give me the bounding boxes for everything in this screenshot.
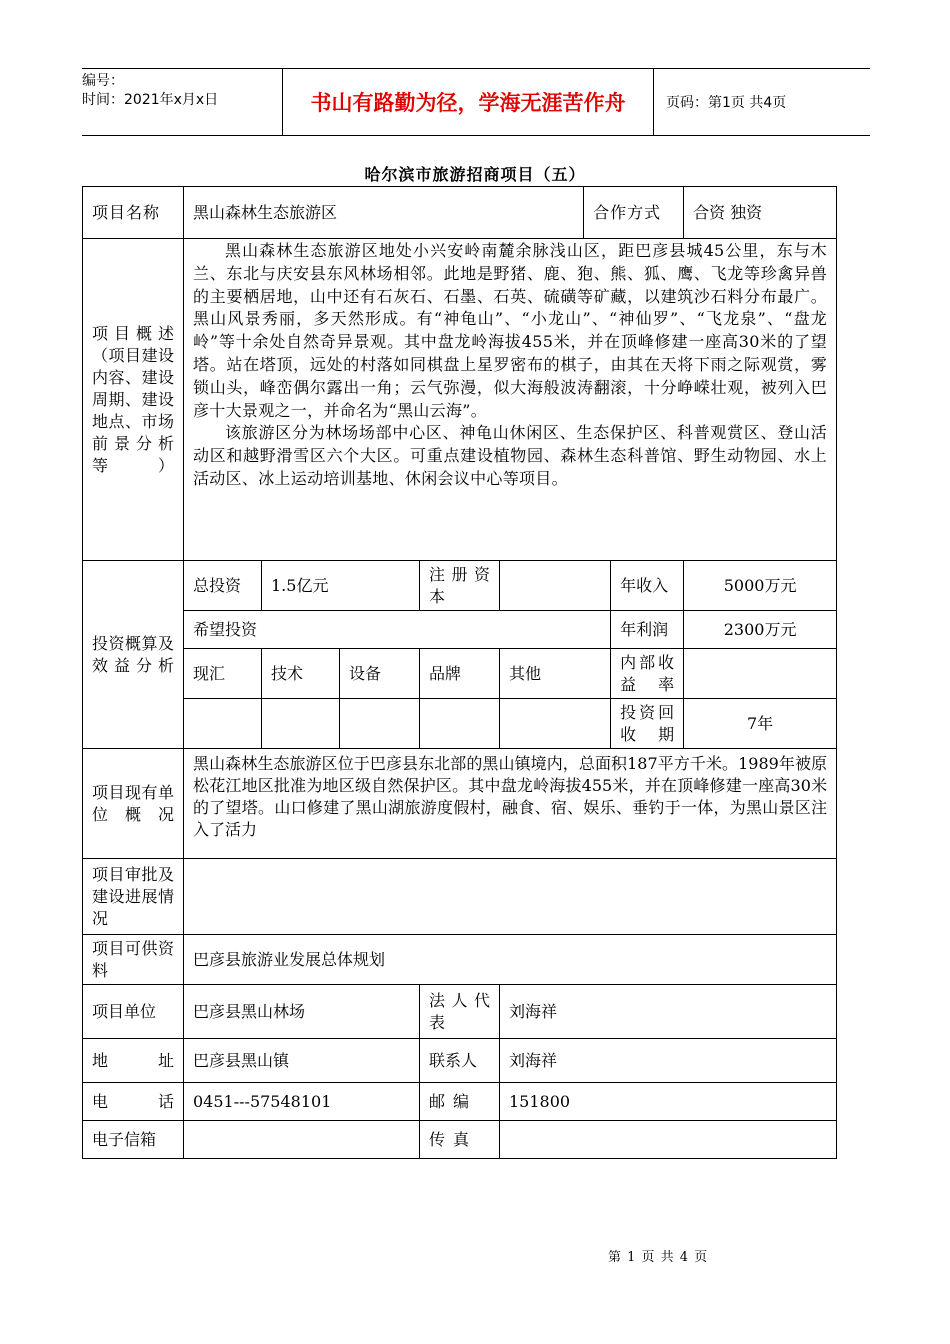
coop-value: 合资 独资 — [684, 187, 837, 239]
row-approval — [83, 859, 837, 935]
project-name-label: 项目名称 — [83, 187, 184, 239]
irr-value — [684, 649, 837, 699]
other-label: 其他 — [500, 649, 611, 699]
row-invest-1 — [83, 561, 837, 611]
row-invest-2 — [83, 611, 837, 649]
legal-rep-label: 法人代表 — [420, 985, 500, 1039]
header-time: 时间：2021年x月x日 — [82, 92, 219, 108]
unit-label: 项目单位 — [83, 985, 184, 1039]
reg-capital-value — [500, 561, 611, 611]
page-footer: 第 1 页 共 4 页 — [608, 1250, 709, 1265]
header-meta — [82, 69, 282, 135]
email-value — [184, 1121, 420, 1159]
row-email — [83, 1121, 837, 1159]
materials-label: 项目可供资料 — [83, 935, 184, 985]
contact-value: 刘海祥 — [500, 1039, 837, 1083]
row-overview — [83, 239, 837, 561]
header-motto: 书山有路勤为径，学海无涯苦作舟 — [282, 69, 654, 135]
tech-label: 技术 — [262, 649, 340, 699]
current-label: 项目现有单位概况 — [83, 749, 184, 859]
materials-text: 巴彦县旅游业发展总体规划 — [184, 935, 837, 985]
payback-label: 投资回收期 — [611, 699, 684, 749]
row-phone — [83, 1083, 837, 1121]
row-invest-4 — [83, 699, 837, 749]
project-table — [82, 186, 837, 1159]
hope-invest-label: 希望投资 — [184, 611, 611, 649]
overview-label: 项目概述（项目建设内容、建设周期、建设地点、市场前景分析等） — [83, 239, 184, 561]
row-materials — [83, 935, 837, 985]
approval-text — [184, 859, 837, 935]
annual-income-label: 年收入 — [611, 561, 684, 611]
project-name-value: 黑山森林生态旅游区 — [184, 187, 584, 239]
phone-label: 电话 — [83, 1083, 184, 1121]
irr-label: 内部收益率 — [611, 649, 684, 699]
fax-label: 传真 — [420, 1121, 500, 1159]
approval-label: 项目审批及建设进展情况 — [83, 859, 184, 935]
page-header — [82, 68, 870, 136]
header-number: 编号： — [82, 73, 124, 89]
coop-label: 合作方式 — [584, 187, 684, 239]
empty-equip — [340, 699, 420, 749]
brand-label: 品牌 — [420, 649, 500, 699]
invest-label: 投资概算及效益分析 — [83, 561, 184, 749]
row-unit — [83, 985, 837, 1039]
empty-other — [500, 699, 611, 749]
document-title: 哈尔滨市旅游招商项目（五） — [364, 165, 586, 184]
fax-value — [500, 1121, 837, 1159]
overview-paragraph-2: 该旅游区分为林场场部中心区、神龟山休闲区、生态保护区、科普观赏区、登山活动区和越野滑雪区六个大区。可重点建设植物园、森林生态科普馆、野生动物园、水上活动区、冰上运动培训基地、休闲会议中心等项目。 — [193, 423, 828, 488]
address-value: 巴彦县黑山镇 — [184, 1039, 420, 1083]
total-invest-label: 总投资 — [184, 561, 262, 611]
equip-label: 设备 — [340, 649, 420, 699]
current-text: 黑山森林生态旅游区位于巴彦县东北部的黑山镇境内，总面积187平方千米。1989年被原松花江地区批准为地区级自然保护区。其中盘龙岭海拔455米，并在顶峰修建一座高30米的了望塔。山口修建了黑山湖旅游度假村，融食、宿、娱乐、垂钓于一体，为黑山景区注入了活力 — [184, 749, 837, 859]
postcode-value: 151800 — [500, 1083, 837, 1121]
payback-value: 7年 — [684, 699, 837, 749]
overview-paragraph-1: 黑山森林生态旅游区地处小兴安岭南麓余脉浅山区，距巴彦县城45公里，东与木兰、东北与庆安县东风林场相邻。此地是野猪、鹿、狍、熊、狐、鹰、飞龙等珍禽异兽的主要栖居地，山中还有石灰石、石墨、石英、硫磺等矿藏，以建筑沙石料分布最广。黑山风景秀丽，多天然形成。有“神龟山”、“小龙山”、“神仙罗”、“飞龙泉”、“盘龙岭”等十余处自然奇异景观。其中盘龙岭海拔455米，并在顶峰修建一座高30米的了望塔。站在塔顶，远处的村落如同棋盘上星罗密布的棋子，由其在天将下雨之际观赏，雾锁山头，峰峦偶尔露出一角；云气弥漫，似大海般波涛翻滚，十分峥嵘壮观，被列入巴彦十大景观之一，并命名为“黑山云海”。 — [193, 241, 828, 420]
header-page: 页码：第1页 共4页 — [666, 95, 787, 111]
address-label: 地址 — [83, 1039, 184, 1083]
phone-value: 0451---57548101 — [184, 1083, 420, 1121]
overview-cell — [184, 239, 837, 561]
email-label: 电子信箱 — [83, 1121, 184, 1159]
empty-brand — [420, 699, 500, 749]
postcode-label: 邮编 — [420, 1083, 500, 1121]
unit-value: 巴彦县黑山林场 — [184, 985, 420, 1039]
total-invest-value: 1.5亿元 — [262, 561, 420, 611]
reg-capital-label: 注册资本 — [420, 561, 500, 611]
row-address — [83, 1039, 837, 1083]
row-invest-3 — [83, 649, 837, 699]
row-current — [83, 749, 837, 859]
empty-cash — [184, 699, 262, 749]
empty-tech — [262, 699, 340, 749]
annual-profit-value: 2300万元 — [684, 611, 837, 649]
annual-income-value: 5000万元 — [684, 561, 837, 611]
row-project-name — [83, 187, 837, 239]
annual-profit-label: 年利润 — [611, 611, 684, 649]
cash-label: 现汇 — [184, 649, 262, 699]
contact-label: 联系人 — [420, 1039, 500, 1083]
legal-rep-value: 刘海祥 — [500, 985, 837, 1039]
